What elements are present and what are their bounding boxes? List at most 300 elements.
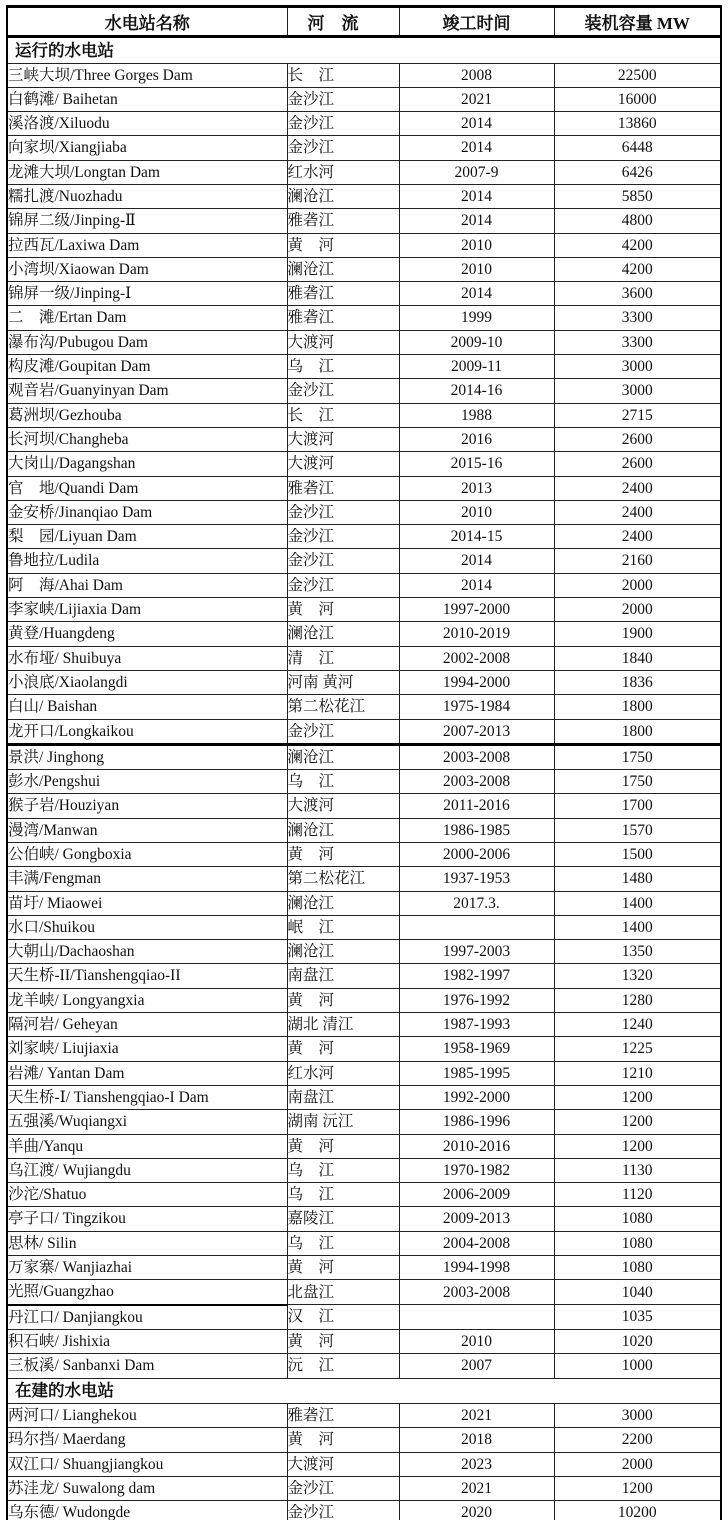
- completion-time-cell: 1997-2000: [399, 598, 554, 622]
- table-row: [7, 646, 721, 670]
- station-name-cell: 景洪/ Jinghong: [7, 744, 287, 769]
- completion-time-cell: 2009-11: [399, 355, 554, 379]
- river-cell: 嘉陵江: [287, 1207, 399, 1231]
- station-name-cell: 大岗山/Dagangshan: [7, 452, 287, 476]
- river-cell: 红水河: [287, 160, 399, 184]
- station-name-cell: 龙滩大坝/Longtan Dam: [7, 160, 287, 184]
- river-cell: 大渡河: [287, 330, 399, 354]
- capacity-cell: 6448: [554, 136, 721, 160]
- capacity-cell: 1750: [554, 770, 721, 794]
- table-row: [7, 964, 721, 988]
- completion-time-cell: 2002-2008: [399, 646, 554, 670]
- river-cell: 长 江: [287, 403, 399, 427]
- table-row: [7, 867, 721, 891]
- river-cell: 大渡河: [287, 1452, 399, 1476]
- completion-time-cell: 2021: [399, 1404, 554, 1428]
- river-cell: 清 江: [287, 646, 399, 670]
- station-name-cell: 刘家峡/ Liujiaxia: [7, 1037, 287, 1061]
- completion-time-cell: 1976-1992: [399, 988, 554, 1012]
- table-row: [7, 549, 721, 573]
- table-row: [7, 476, 721, 500]
- river-cell: 第二松花江: [287, 695, 399, 719]
- completion-time-cell: 2010: [399, 233, 554, 257]
- completion-time-cell: 1986-1985: [399, 818, 554, 842]
- river-cell: 金沙江: [287, 379, 399, 403]
- station-name-cell: 漫湾/Manwan: [7, 818, 287, 842]
- capacity-cell: 1320: [554, 964, 721, 988]
- table-row: [7, 1476, 721, 1500]
- capacity-cell: 3600: [554, 282, 721, 306]
- table-row: [7, 1452, 721, 1476]
- capacity-cell: 2400: [554, 525, 721, 549]
- table-row: [7, 1354, 721, 1378]
- river-cell: 北盘江: [287, 1280, 399, 1305]
- section-title: 运行的水电站: [7, 37, 721, 64]
- river-cell: 黄 河: [287, 1134, 399, 1158]
- river-cell: 第二松花江: [287, 867, 399, 891]
- station-name-cell: 亭子口/ Tingzikou: [7, 1207, 287, 1231]
- table-row: [7, 330, 721, 354]
- table-row: [7, 184, 721, 208]
- capacity-cell: 2000: [554, 598, 721, 622]
- table-row: [7, 891, 721, 915]
- table-row: [7, 794, 721, 818]
- station-name-cell: 思林/ Silin: [7, 1231, 287, 1255]
- station-name-cell: 三板溪/ Sanbanxi Dam: [7, 1354, 287, 1378]
- capacity-cell: 1040: [554, 1280, 721, 1305]
- capacity-cell: 3000: [554, 355, 721, 379]
- station-name-cell: 梨 园/Liyuan Dam: [7, 525, 287, 549]
- column-header-river: 河 流: [287, 7, 399, 37]
- table-row: [7, 1280, 721, 1305]
- table-row: [7, 1329, 721, 1353]
- completion-time-cell: 1937-1953: [399, 867, 554, 891]
- station-name-cell: 小湾坝/Xiaowan Dam: [7, 257, 287, 281]
- completion-time-cell: 2016: [399, 427, 554, 451]
- station-name-cell: 隔河岩/ Geheyan: [7, 1013, 287, 1037]
- capacity-cell: 1240: [554, 1013, 721, 1037]
- capacity-cell: 1280: [554, 988, 721, 1012]
- completion-time-cell: 2014: [399, 112, 554, 136]
- table-row: [7, 160, 721, 184]
- station-name-cell: 白山/ Baishan: [7, 695, 287, 719]
- table-row: [7, 355, 721, 379]
- station-name-cell: 羊曲/Yanqu: [7, 1134, 287, 1158]
- river-cell: 乌 江: [287, 1183, 399, 1207]
- capacity-cell: 1120: [554, 1183, 721, 1207]
- station-name-cell: 天生桥-II/Tianshengqiao-II: [7, 964, 287, 988]
- table-row: [7, 770, 721, 794]
- completion-time-cell: 1985-1995: [399, 1061, 554, 1085]
- section-header-row: [7, 1378, 721, 1404]
- capacity-cell: 1200: [554, 1476, 721, 1500]
- river-cell: 金沙江: [287, 500, 399, 524]
- table-row: [7, 940, 721, 964]
- table-row: [7, 282, 721, 306]
- completion-time-cell: 1982-1997: [399, 964, 554, 988]
- river-cell: 澜沧江: [287, 257, 399, 281]
- column-header-installed-capacity: 装机容量 MW: [554, 7, 721, 37]
- river-cell: 黄 河: [287, 1329, 399, 1353]
- completion-time-cell: 2015-16: [399, 452, 554, 476]
- table-row: [7, 1305, 721, 1330]
- station-name-cell: 丹江口/ Danjiangkou: [7, 1305, 287, 1330]
- station-name-cell: 苏洼龙/ Suwalong dam: [7, 1476, 287, 1500]
- station-name-cell: 李家峡/Lijiaxia Dam: [7, 598, 287, 622]
- table-row: [7, 719, 721, 744]
- completion-time-cell: 2020: [399, 1501, 554, 1520]
- section-title: 在建的水电站: [7, 1378, 721, 1404]
- completion-time-cell: 2010-2016: [399, 1134, 554, 1158]
- table-row: [7, 1256, 721, 1280]
- completion-time-cell: [399, 1305, 554, 1330]
- capacity-cell: 1200: [554, 1085, 721, 1109]
- river-cell: 金沙江: [287, 525, 399, 549]
- table-row: [7, 233, 721, 257]
- capacity-cell: 2000: [554, 573, 721, 597]
- table-row: [7, 257, 721, 281]
- capacity-cell: 1750: [554, 744, 721, 769]
- completion-time-cell: 2021: [399, 1476, 554, 1500]
- completion-time-cell: 1988: [399, 403, 554, 427]
- completion-time-cell: 2003-2008: [399, 770, 554, 794]
- river-cell: 澜沧江: [287, 744, 399, 769]
- table-row: [7, 427, 721, 451]
- capacity-cell: 1800: [554, 695, 721, 719]
- table-row: [7, 379, 721, 403]
- river-cell: 雅砻江: [287, 306, 399, 330]
- capacity-cell: 3300: [554, 306, 721, 330]
- completion-time-cell: 2014: [399, 573, 554, 597]
- station-name-cell: 白鹤滩/ Baihetan: [7, 87, 287, 111]
- completion-time-cell: 2006-2009: [399, 1183, 554, 1207]
- station-name-cell: 锦屏一级/Jinping-Ⅰ: [7, 282, 287, 306]
- completion-time-cell: 2009-2013: [399, 1207, 554, 1231]
- completion-time-cell: 1997-2003: [399, 940, 554, 964]
- table-row: [7, 306, 721, 330]
- river-cell: 金沙江: [287, 573, 399, 597]
- station-name-cell: 小浪底/Xiaolangdi: [7, 670, 287, 694]
- table-row: [7, 695, 721, 719]
- table-row: [7, 1404, 721, 1428]
- completion-time-cell: 2008: [399, 63, 554, 87]
- table-row: [7, 1428, 721, 1452]
- river-cell: 澜沧江: [287, 184, 399, 208]
- table-row: [7, 1110, 721, 1134]
- table-row: [7, 452, 721, 476]
- river-cell: 黄 河: [287, 233, 399, 257]
- river-cell: 乌 江: [287, 1231, 399, 1255]
- river-cell: 长 江: [287, 63, 399, 87]
- river-cell: 大渡河: [287, 427, 399, 451]
- capacity-cell: 1200: [554, 1134, 721, 1158]
- column-header-station-name: 水电站名称: [7, 7, 287, 37]
- capacity-cell: 1400: [554, 915, 721, 939]
- capacity-cell: 3300: [554, 330, 721, 354]
- station-name-cell: 双江口/ Shuangjiangkou: [7, 1452, 287, 1476]
- station-name-cell: 糯扎渡/Nuozhadu: [7, 184, 287, 208]
- station-name-cell: 观音岩/Guanyinyan Dam: [7, 379, 287, 403]
- station-name-cell: 积石峡/ Jishixia: [7, 1329, 287, 1353]
- river-cell: 澜沧江: [287, 622, 399, 646]
- station-name-cell: 丰满/Fengman: [7, 867, 287, 891]
- station-name-cell: 岩滩/ Yantan Dam: [7, 1061, 287, 1085]
- table-row: [7, 622, 721, 646]
- completion-time-cell: 2010: [399, 1329, 554, 1353]
- table-row: [7, 209, 721, 233]
- capacity-cell: 2600: [554, 452, 721, 476]
- capacity-cell: 2000: [554, 1452, 721, 1476]
- completion-time-cell: 1994-1998: [399, 1256, 554, 1280]
- table-row: [7, 1061, 721, 1085]
- river-cell: 雅砻江: [287, 476, 399, 500]
- completion-time-cell: 2003-2008: [399, 744, 554, 769]
- completion-time-cell: 2010: [399, 500, 554, 524]
- completion-time-cell: 2011-2016: [399, 794, 554, 818]
- river-cell: 南盘江: [287, 964, 399, 988]
- capacity-cell: 16000: [554, 87, 721, 111]
- completion-time-cell: 1975-1984: [399, 695, 554, 719]
- table-row: [7, 1158, 721, 1182]
- capacity-cell: 1225: [554, 1037, 721, 1061]
- hydropower-stations-table: [6, 5, 722, 1520]
- river-cell: 乌 江: [287, 1158, 399, 1182]
- completion-time-cell: 1970-1982: [399, 1158, 554, 1182]
- capacity-cell: 1080: [554, 1231, 721, 1255]
- station-name-cell: 大朝山/Dachaoshan: [7, 940, 287, 964]
- station-name-cell: 向家坝/Xiangjiaba: [7, 136, 287, 160]
- station-name-cell: 金安桥/Jinanqiao Dam: [7, 500, 287, 524]
- completion-time-cell: 2014: [399, 282, 554, 306]
- capacity-cell: 1400: [554, 891, 721, 915]
- river-cell: 乌 江: [287, 355, 399, 379]
- capacity-cell: 22500: [554, 63, 721, 87]
- station-name-cell: 天生桥-Ⅰ/ Tianshengqiao-I Dam: [7, 1085, 287, 1109]
- capacity-cell: 2715: [554, 403, 721, 427]
- river-cell: 黄 河: [287, 843, 399, 867]
- capacity-cell: 1800: [554, 719, 721, 744]
- table-row: [7, 1037, 721, 1061]
- capacity-cell: 1200: [554, 1110, 721, 1134]
- capacity-cell: 3000: [554, 379, 721, 403]
- completion-time-cell: 1992-2000: [399, 1085, 554, 1109]
- completion-time-cell: 2007: [399, 1354, 554, 1378]
- completion-time-cell: [399, 915, 554, 939]
- capacity-cell: 1020: [554, 1329, 721, 1353]
- table-row: [7, 87, 721, 111]
- river-cell: 雅砻江: [287, 209, 399, 233]
- river-cell: 湖南 沅江: [287, 1110, 399, 1134]
- capacity-cell: 3000: [554, 1404, 721, 1428]
- river-cell: 黄 河: [287, 988, 399, 1012]
- completion-time-cell: 2014: [399, 184, 554, 208]
- completion-time-cell: 1987-1993: [399, 1013, 554, 1037]
- station-name-cell: 拉西瓦/Laxiwa Dam: [7, 233, 287, 257]
- capacity-cell: 2200: [554, 1428, 721, 1452]
- station-name-cell: 乌江渡/ Wujiangdu: [7, 1158, 287, 1182]
- completion-time-cell: 2014: [399, 136, 554, 160]
- capacity-cell: 1840: [554, 646, 721, 670]
- capacity-cell: 2600: [554, 427, 721, 451]
- table-row: [7, 1013, 721, 1037]
- capacity-cell: 6426: [554, 160, 721, 184]
- river-cell: 湖北 清江: [287, 1013, 399, 1037]
- station-name-cell: 龙开口/Longkaikou: [7, 719, 287, 744]
- station-name-cell: 溪洛渡/Xiluodu: [7, 112, 287, 136]
- table-row: [7, 818, 721, 842]
- completion-time-cell: 1958-1969: [399, 1037, 554, 1061]
- river-cell: 金沙江: [287, 136, 399, 160]
- river-cell: 黄 河: [287, 1037, 399, 1061]
- station-name-cell: 三峡大坝/Three Gorges Dam: [7, 63, 287, 87]
- station-name-cell: 彭水/Pengshui: [7, 770, 287, 794]
- station-name-cell: 构皮滩/Goupitan Dam: [7, 355, 287, 379]
- completion-time-cell: 2021: [399, 87, 554, 111]
- table-row: [7, 598, 721, 622]
- capacity-cell: 1900: [554, 622, 721, 646]
- completion-time-cell: 1999: [399, 306, 554, 330]
- river-cell: 乌 江: [287, 770, 399, 794]
- station-name-cell: 黄登/Huangdeng: [7, 622, 287, 646]
- station-name-cell: 长河坝/Changheba: [7, 427, 287, 451]
- station-name-cell: 葛洲坝/Gezhouba: [7, 403, 287, 427]
- river-cell: 金沙江: [287, 87, 399, 111]
- table-row: [7, 670, 721, 694]
- header-row: [7, 7, 721, 37]
- table-row: [7, 1207, 721, 1231]
- river-cell: 雅砻江: [287, 1404, 399, 1428]
- completion-time-cell: 2007-2013: [399, 719, 554, 744]
- table-row: [7, 136, 721, 160]
- capacity-cell: 2400: [554, 500, 721, 524]
- river-cell: 澜沧江: [287, 940, 399, 964]
- table-row: [7, 525, 721, 549]
- table-row: [7, 1134, 721, 1158]
- capacity-cell: 1080: [554, 1207, 721, 1231]
- station-name-cell: 龙羊峡/ Longyangxia: [7, 988, 287, 1012]
- station-name-cell: 乌东德/ Wudongde: [7, 1501, 287, 1520]
- capacity-cell: 10200: [554, 1501, 721, 1520]
- station-name-cell: 猴子岩/Houziyan: [7, 794, 287, 818]
- river-cell: 汉 江: [287, 1305, 399, 1330]
- station-name-cell: 水口/Shuikou: [7, 915, 287, 939]
- capacity-cell: 1480: [554, 867, 721, 891]
- column-header-completion-time: 竣工时间: [399, 7, 554, 37]
- table-row: [7, 1183, 721, 1207]
- station-name-cell: 万家寨/ Wanjiazhai: [7, 1256, 287, 1280]
- capacity-cell: 5850: [554, 184, 721, 208]
- station-name-cell: 沙沱/Shatuo: [7, 1183, 287, 1207]
- river-cell: 黄 河: [287, 598, 399, 622]
- table-row: [7, 1085, 721, 1109]
- completion-time-cell: 1994-2000: [399, 670, 554, 694]
- completion-time-cell: 2014: [399, 549, 554, 573]
- capacity-cell: 1130: [554, 1158, 721, 1182]
- river-cell: 金沙江: [287, 549, 399, 573]
- capacity-cell: 1080: [554, 1256, 721, 1280]
- capacity-cell: 4200: [554, 257, 721, 281]
- river-cell: 大渡河: [287, 452, 399, 476]
- completion-time-cell: 2023: [399, 1452, 554, 1476]
- completion-time-cell: 2017.3.: [399, 891, 554, 915]
- completion-time-cell: 2000-2006: [399, 843, 554, 867]
- station-name-cell: 阿 海/Ahai Dam: [7, 573, 287, 597]
- station-name-cell: 锦屏二级/Jinping-Ⅱ: [7, 209, 287, 233]
- capacity-cell: 4200: [554, 233, 721, 257]
- river-cell: 金沙江: [287, 112, 399, 136]
- completion-time-cell: 2007-9: [399, 160, 554, 184]
- station-name-cell: 光照/Guangzhao: [7, 1280, 287, 1305]
- capacity-cell: 2160: [554, 549, 721, 573]
- station-name-cell: 五强溪/Wuqiangxi: [7, 1110, 287, 1134]
- section-header-row: [7, 37, 721, 64]
- river-cell: 岷 江: [287, 915, 399, 939]
- river-cell: 澜沧江: [287, 891, 399, 915]
- station-name-cell: 苗圩/ Miaowei: [7, 891, 287, 915]
- completion-time-cell: 2004-2008: [399, 1231, 554, 1255]
- river-cell: 雅砻江: [287, 282, 399, 306]
- river-cell: 南盘江: [287, 1085, 399, 1109]
- station-name-cell: 二 滩/Ertan Dam: [7, 306, 287, 330]
- station-name-cell: 两河口/ Lianghekou: [7, 1404, 287, 1428]
- completion-time-cell: 2014-15: [399, 525, 554, 549]
- completion-time-cell: 2014-16: [399, 379, 554, 403]
- table-row: [7, 573, 721, 597]
- table-row: [7, 988, 721, 1012]
- table-row: [7, 112, 721, 136]
- river-cell: 河南 黄河: [287, 670, 399, 694]
- river-cell: 黄 河: [287, 1256, 399, 1280]
- river-cell: 红水河: [287, 1061, 399, 1085]
- station-name-cell: 鲁地拉/Ludila: [7, 549, 287, 573]
- table-row: [7, 744, 721, 769]
- capacity-cell: 1570: [554, 818, 721, 842]
- station-name-cell: 玛尔挡/ Maerdang: [7, 1428, 287, 1452]
- completion-time-cell: 2010: [399, 257, 554, 281]
- river-cell: 金沙江: [287, 1501, 399, 1520]
- river-cell: 沅 江: [287, 1354, 399, 1378]
- station-name-cell: 官 地/Quandi Dam: [7, 476, 287, 500]
- table-row: [7, 843, 721, 867]
- capacity-cell: 1700: [554, 794, 721, 818]
- completion-time-cell: 2003-2008: [399, 1280, 554, 1305]
- table-row: [7, 403, 721, 427]
- station-name-cell: 水布垭/ Shuibuya: [7, 646, 287, 670]
- completion-time-cell: 2018: [399, 1428, 554, 1452]
- capacity-cell: 1000: [554, 1354, 721, 1378]
- station-name-cell: 瀑布沟/Pubugou Dam: [7, 330, 287, 354]
- completion-time-cell: 2009-10: [399, 330, 554, 354]
- table-row: [7, 63, 721, 87]
- table-row: [7, 915, 721, 939]
- completion-time-cell: 1986-1996: [399, 1110, 554, 1134]
- river-cell: 金沙江: [287, 1476, 399, 1500]
- river-cell: 黄 河: [287, 1428, 399, 1452]
- capacity-cell: 1500: [554, 843, 721, 867]
- table-row: [7, 1501, 721, 1520]
- capacity-cell: 13860: [554, 112, 721, 136]
- capacity-cell: 4800: [554, 209, 721, 233]
- capacity-cell: 1210: [554, 1061, 721, 1085]
- completion-time-cell: 2014: [399, 209, 554, 233]
- table-row: [7, 500, 721, 524]
- capacity-cell: 1035: [554, 1305, 721, 1330]
- capacity-cell: 1836: [554, 670, 721, 694]
- station-name-cell: 公伯峡/ Gongboxia: [7, 843, 287, 867]
- completion-time-cell: 2010-2019: [399, 622, 554, 646]
- river-cell: 澜沧江: [287, 818, 399, 842]
- capacity-cell: 2400: [554, 476, 721, 500]
